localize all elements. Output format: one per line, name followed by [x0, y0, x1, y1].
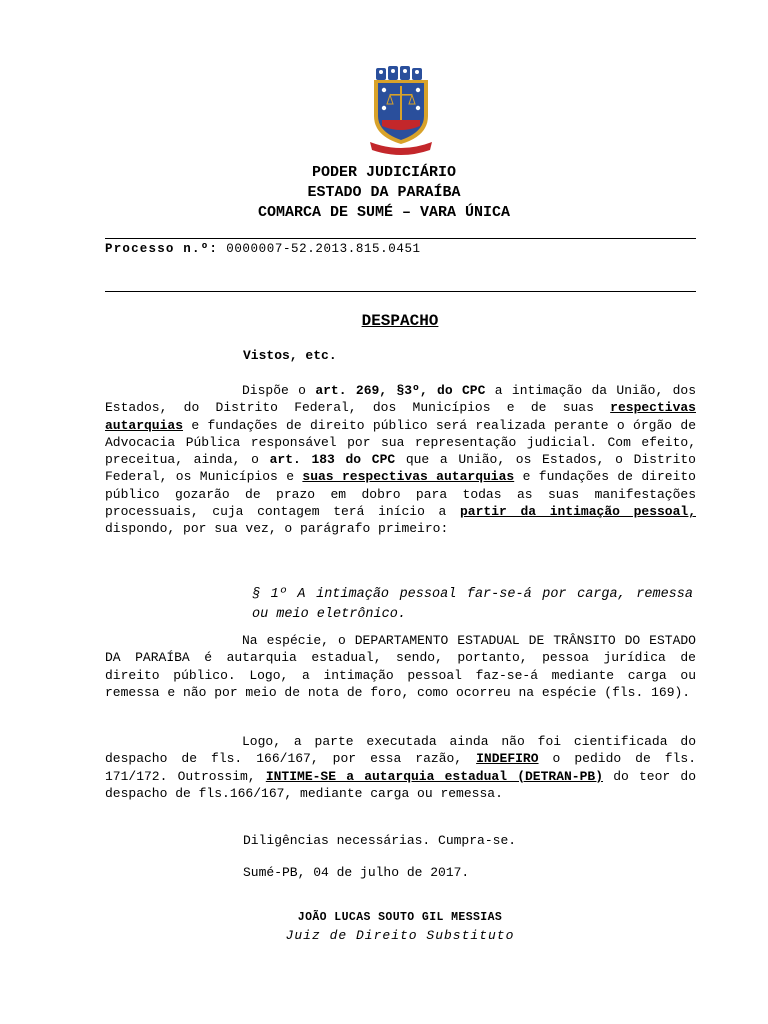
process-number-line [105, 242, 421, 256]
divider-bottom [105, 291, 696, 292]
court-name: PODER JUDICIÁRIO [311, 164, 457, 181]
greeting: Vistos, etc. [243, 348, 337, 363]
process-label: Processo n.º: [105, 242, 219, 256]
judge-name: JOÃO LUCAS SOUTO GIL MESSIAS [297, 911, 503, 924]
paragraph-1: Dispõe o art. 269, §3º, do CPC a intimação da União, dos Estados, do Distrito Federal, dos Municípios e de suas respectivas autarquias e fundações de direito público será realizada perante o órgão de Advocacia Pública responsável por sua representação judicial. Com efeito, preceitua, ainda, o art. 183 do CPC que a União, os Estados, o Distrito Federal, os Municípios e suas respectivas autarquias e fundações de direito público gozarão de prazo em dobro para todas as suas manifestações processuais, cuja contagem terá início a partir da intimação pessoal, dispondo, por sua vez, o parágrafo primeiro: [105, 383, 697, 537]
paragraph-2: Na espécie, o DEPARTAMENTO ESTADUAL DE TRÂNSITO DO ESTADO DA PARAÍBA é autarquia estadual, sendo, portanto, pessoa jurídica de direito público. Logo, a intimação pessoal faz-se-á mediante carga ou remessa e não por meio de nota de foro, como ocorreu na espécie (fls. 169). [105, 633, 696, 700]
document-title: DESPACHO [361, 312, 439, 330]
process-number: 0000007-52.2013.815.0451 [226, 242, 421, 256]
paragraph-3: Logo, a parte executada ainda não foi cientificada do despacho de fls. 166/167, por essa razão, INDEFIRO o pedido de fls. 171/172. Outrossim, INTIME-SE a autarquia estadual (DETRAN-PB) do teor do despacho de fls.166/167, mediante carga ou remessa. [105, 734, 697, 801]
judge-role: Juiz de Direito Substituto [285, 928, 515, 943]
state-name: ESTADO DA PARAÍBA [307, 184, 461, 201]
divider-top [105, 238, 696, 239]
place-date: Sumé-PB, 04 de julho de 2017. [243, 865, 470, 880]
district-name: COMARCA DE SUMÉ – VARA ÚNICA [257, 204, 511, 221]
coat-of-arms-icon [368, 64, 434, 156]
closing-paragraph: Diligências necessárias. Cumpra-se. [243, 833, 517, 848]
legal-quote: § 1º A intimação pessoal far-se-á por carga, remessa ou meio eletrônico. [252, 587, 693, 622]
